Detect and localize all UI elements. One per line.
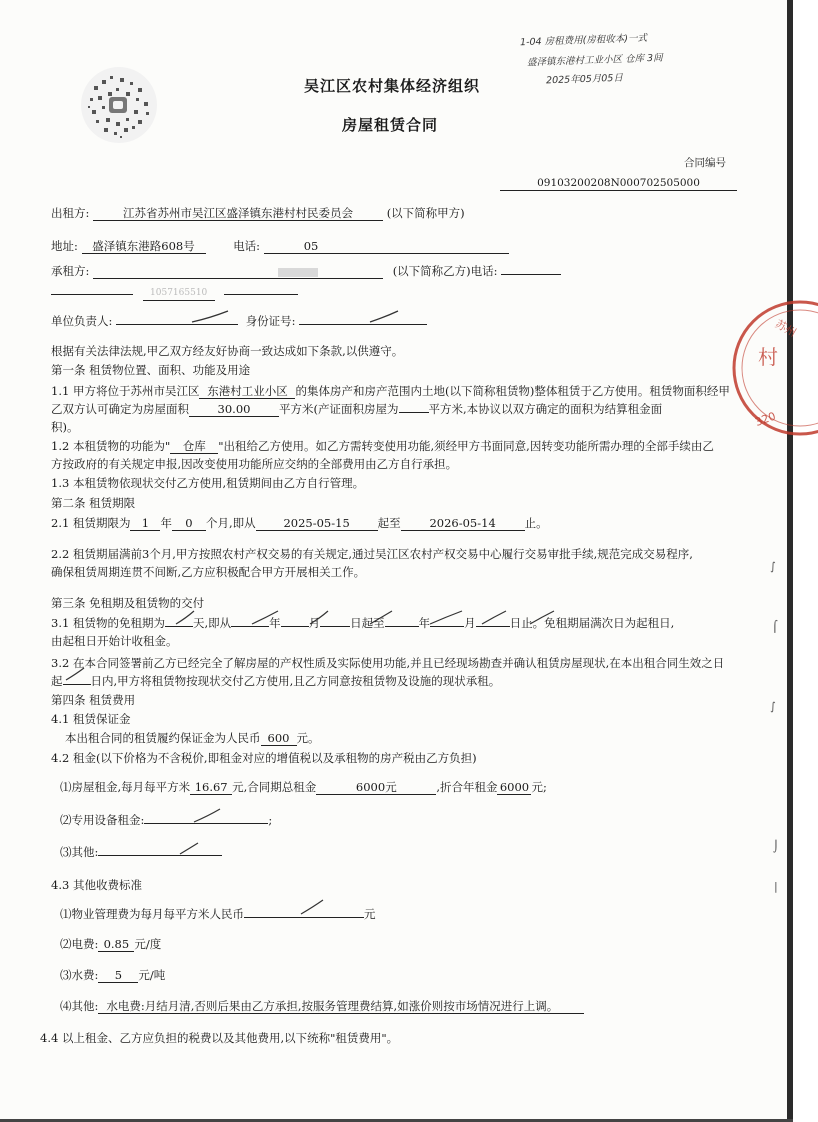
svg-text:苏州: 苏州 — [773, 317, 799, 340]
clause-1-1-e: 平方米,本协议以双方确定的面积为结算租金面 — [428, 402, 663, 416]
mgmt-fee-unit: 元 — [364, 907, 376, 921]
clause-2-1-c: 个月,即从 — [205, 516, 256, 530]
start-date: 2025-05-15 — [256, 517, 378, 531]
lessor-name: 江苏省苏州市吴江区盛泽镇东港村村民委员会 — [93, 207, 383, 221]
clause-1-1-f: 积)。 — [51, 420, 79, 434]
scan-edge-right — [787, 0, 793, 1122]
strike-mark-3-2 — [62, 666, 102, 684]
handwritten-note-1: 1-04 房租费用(房租收本)一式 — [519, 32, 648, 49]
lessee-phone-blank — [501, 274, 561, 275]
contract-title: 房屋租赁合同 — [342, 116, 439, 134]
equipment-rent-label: ⑵专用设备租金: — [60, 813, 145, 827]
cert-area-blank — [399, 412, 429, 413]
clause-3-1-b: 天,即从 — [192, 616, 232, 630]
margin-mark-3: ∫ — [770, 700, 776, 713]
area-value: 30.00 — [189, 403, 279, 417]
clause-1-2-a: 1.2 本租赁物的功能为" — [51, 439, 171, 453]
lessor-label: 出租方: — [51, 206, 90, 220]
clause-3-2-b: 起 — [51, 674, 63, 688]
phone-label: 电话: — [233, 239, 261, 253]
article-4-title: 第四条 租赁费用 — [51, 693, 136, 707]
margin-mark-5: | — [774, 880, 778, 893]
strike-marks — [180, 308, 440, 328]
clause-1-1-d: 平方米(产证面积房屋为 — [279, 402, 399, 416]
water-fee-unit: 元/吨 — [138, 968, 166, 982]
clause-2-2-b: 确保租赁周期连贯不间断,乙方应积极配合甲方开展相关工作。 — [51, 565, 366, 579]
electric-fee-label: ⑵电费: — [60, 937, 99, 951]
org-heading: 吴江区农村集体经济组织 — [304, 77, 481, 95]
function-value: 仓库 — [170, 440, 218, 454]
lessee-suffix: (以下简称乙方)电话: — [392, 264, 498, 278]
year-label-2: 年 — [418, 616, 431, 630]
clause-4-3: 4.3 其他收费标准 — [51, 878, 142, 892]
rent-total-value: 6000元 — [316, 781, 436, 795]
lessee-extra-blank-2 — [224, 294, 298, 295]
rent-rate-value: 16.67 — [190, 781, 232, 795]
handwritten-note-3: 2025年05月05日 — [545, 72, 624, 87]
id-label: 身份证号: — [245, 314, 296, 328]
electric-fee-value: 0.85 — [98, 938, 134, 952]
contract-no-label: 合同编号 — [684, 157, 726, 169]
clause-1-1-a: 1.1 甲方将位于苏州市吴江区 — [51, 384, 200, 398]
strike-marks-3-1 — [170, 608, 600, 630]
preamble: 根据有关法律法规,甲乙双方经友好协商一致达成如下条款,以供遵守。 — [51, 344, 404, 358]
strike-marks-4-2 — [180, 806, 240, 860]
clause-1-3: 1.3 本租赁物依现状交付乙方使用,租赁期间由乙方自行管理。 — [51, 476, 365, 490]
clause-1-1-b: 的集体房产和房产范围内土地(以下简称租赁物)整体租赁于乙方使用。租赁物面积经甲 — [295, 384, 730, 398]
clause-4-2: 4.2 租金(以下价格为不含税价,即租金对应的增值税以及承租物的房产税由乙方负担) — [51, 751, 477, 765]
year-label: 年 — [269, 616, 281, 630]
red-seal-stamp — [728, 298, 818, 438]
qr-code-icon — [80, 66, 158, 144]
deposit-unit: 元。 — [296, 731, 320, 745]
lessee-label: 承租方: — [51, 264, 90, 278]
lessee-phone-faint: 1057165510 — [143, 287, 215, 301]
clause-2-2-a: 2.2 租赁期届满前3个月,甲方按照农村产权交易的有关规定,通过吴江区农村产权交易中心履行交易审批手续,规范完成交易程序, — [51, 547, 693, 561]
article-2-title: 第二条 租赁期限 — [51, 496, 136, 510]
article-3-title: 第三条 免租期及租赁物的交付 — [51, 596, 205, 610]
mgmt-fee-label: ⑴物业管理费为每月每平方米人民币 — [60, 907, 244, 921]
address-label: 地址: — [51, 239, 78, 253]
end-date: 2026-05-14 — [401, 517, 525, 531]
clause-1-2-b: "出租给乙方使用。如乙方需转变使用功能,须经甲方书面同意,因转变功能所需办理的全部手续由乙 — [218, 439, 714, 453]
clause-3-2-a: 3.2 在本合同签署前乙方已经完全了解房屋的产权性质及实际使用功能,并且已经现场勘查并确认租赁房屋现状,在本出租合同生效之日 — [51, 656, 725, 670]
address-value: 盛泽镇东港路608号 — [82, 240, 206, 254]
lessee-name-redacted — [278, 268, 318, 277]
water-fee-label: ⑶水费: — [60, 968, 99, 982]
rent-rate-label: ⑴房屋租金,每月每平方米 — [60, 780, 191, 794]
rent-year-value: 6000 — [497, 781, 531, 795]
equipment-rent-end: ; — [268, 813, 273, 827]
clause-4-4: 4.4 以上租金、乙方应负担的税费以及其他费用,以下统称"租赁费用"。 — [40, 1031, 399, 1045]
svg-text:320: 320 — [753, 409, 778, 429]
deposit-value: 600 — [261, 732, 297, 746]
phone-value: 05 — [264, 240, 509, 254]
month-label-2: 月 — [464, 616, 476, 630]
lessor-suffix: (以下简称甲方) — [386, 206, 465, 220]
lessee-extra-blank — [51, 294, 133, 295]
clause-4-1-title: 4.1 租赁保证金 — [51, 712, 131, 726]
strike-mark-mgmt — [295, 898, 335, 918]
margin-mark-1: ∫ — [770, 560, 776, 573]
clause-3-1-a: 3.1 租赁物的免租期为 — [51, 616, 165, 630]
handwritten-note-2: 盛泽镇东港村工业小区 仓库 3间 — [526, 52, 663, 69]
year-unit: 年 — [160, 516, 172, 530]
rent-year-label: ,折合年租金 — [436, 780, 498, 794]
location-value: 东港村工业小区 — [199, 385, 295, 399]
term-months: 0 — [172, 517, 206, 531]
day-from-label: 日起至 — [350, 616, 385, 630]
margin-mark-4: ⌡ — [773, 840, 779, 853]
clause-3-1-d2: 日止。免租期届满次日为起租日, — [509, 616, 675, 630]
clause-3-1-c: 由起租日开始计收租金。 — [51, 634, 178, 648]
clause-2-1-e: 止。 — [524, 516, 548, 530]
rent-total-label: 元,合同期总租金 — [232, 780, 317, 794]
clause-2-1-d: 起至 — [377, 516, 401, 530]
unit-head-label: 单位负责人: — [51, 314, 113, 328]
other-fees-label: ⑷其他: — [60, 999, 99, 1013]
rent-year-unit: 元; — [531, 780, 547, 794]
other-fees-value: 水电费:月结月清,否则后果由乙方承担,按服务管理费结算,如涨价则按市场情况进行上调。 — [98, 1000, 584, 1014]
other-fee-label: ⑶其他: — [60, 845, 99, 859]
month-label: 月 — [308, 616, 321, 630]
electric-fee-unit: 元/度 — [134, 937, 162, 951]
clause-3-2-c: 日内,甲方将租赁物按现状交付乙方使用,且乙方同意按租赁物及设施的现状承租。 — [90, 674, 501, 688]
deposit-label: 本出租合同的租赁履约保证金为人民币 — [65, 731, 261, 745]
delivery-days-blank — [63, 684, 91, 685]
clause-2-1-a: 2.1 租赁期限为 — [51, 516, 131, 530]
water-fee-value: 5 — [98, 969, 138, 983]
clause-1-1-c: 乙双方认可确定为房屋面积 — [51, 402, 189, 416]
margin-mark-2: ⌠ — [772, 620, 778, 633]
article-1-title: 第一条 租赁物位置、面积、功能及用途 — [51, 363, 251, 377]
term-years: 1 — [130, 517, 160, 531]
svg-text:村: 村 — [758, 345, 778, 369]
clause-1-2-c: 方按政府的有关规定申报,因改变使用功能所应交纳的全部费用由乙方自行承担。 — [51, 457, 458, 471]
contract-no: 09103200208N000702505000 — [500, 177, 737, 191]
